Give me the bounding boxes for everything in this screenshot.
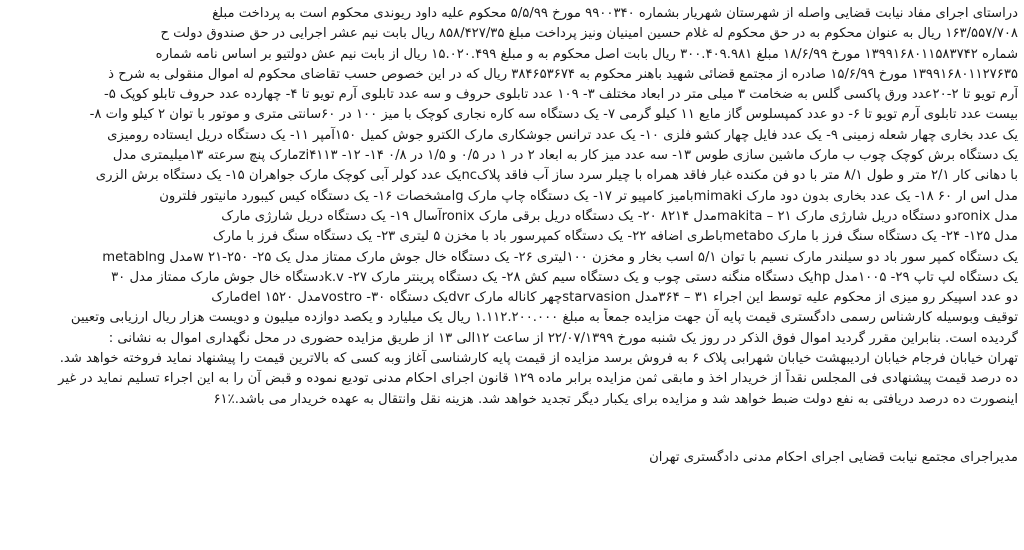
text-line: اینصورت ده درصد دریافتی به نفع دولت ضبط خواهد شد و مزایده برای یکبار دیگر تجدید خواهد شد. هزینه نقل وانتقال به عهده خریدار می باشد.٪۶۱ xyxy=(213,391,1018,407)
text-line: آرم تویو تا ۲-۲۰عدد ورق پاکسی گلس به ضخامت ۳ میلی متر در ابعاد مختلف ۳- ۱۰۹ عدد تابلوی حروف و سه عدد تابلوی آرم تویو تا ۴- چهارده عدد حروف تابلو کوپک ۵- xyxy=(103,87,1018,103)
text-line: شماره ۱۳۹۹۱۶۸۰۱۱۵۸۳۷۴۲ مورخ ۱۸/۶/۹۹ مبلغ ۳۰۰.۴۰۹.۹۸۱ ریال بابت اصل محکوم به و مبلغ ۱۵.۰۲۰.۴۹۹ ریال از بابت نیم عش دولتیو بر اساس نامه شماره xyxy=(155,46,1018,62)
text-line: دراستای اجرای مفاد نیابت قضایی واصله از شهرستان شهریار بشماره ۹۹۰۰۳۴۰ مورخ ۵/۵/۹۹ محکوم علیه داود ریوندی محکوم است به پرداخت مبلغ xyxy=(212,6,1018,21)
signature-line: مدیراجرای مجتمع نیابت قضایی اجرای احکام مدنی دادگستری تهران xyxy=(649,450,1018,466)
text-line: دو عدد اسپیکر رو میزی از محکوم علیه توسط این اجراء ۳۱ – ۳۶۴مدل starvasionچهر کاناله مارک dvrیک دستگاه ۳۰- vostroمدل ۱۵۲۰ delمارک xyxy=(211,290,1018,306)
text-line: گردیده است. بنابراین مقرر گردید اموال فوق الذکر در روز یک شنبه مورخ ۲۲/۰۷/۱۳۹۹ از ساعت ۱۲الی ۱۳ از طریق مزایده حضوری در محل نگهداری اموال به نشانی : xyxy=(108,330,1018,346)
spacer xyxy=(6,430,1018,448)
text-line: مدل ronixدو دستگاه دریل شارژی مارک ۲۱ – makitaمدل ۸۲۱۴ ۲۰- یک دستگاه دریل برقی مارک ronixآسال ۱۹- یک دستگاه دریل شارژی مارک xyxy=(221,208,1018,224)
text-line: مدل اس ار ۶۰ ۱۸- یک عدد بخاری بدون دود مارک mimakiبامیز کامپیو تر ۱۷- یک دستگاه چاپ مارک lgمشخصات ۱۶- یک دستگاه کیس کیبورد مانیتور فلترون xyxy=(159,188,1018,204)
notice-body xyxy=(6,4,1018,430)
text-line: یک عدد بخاری چهار شعله زمینی ۹- یک عدد فایل چهار کشو فلزی ۱۰- یک عدد ترانس جوشکاری مارک الکترو جوش کمیل ۱۵۰آمپر ۱۱- یک دستگاه دریل ایستاده رومیزی xyxy=(107,127,1018,143)
text-line: یک دستگاه لپ تاپ ۲۹- ۱۰۰۵مدل hpیک دستگاه منگنه دستی چوب و یک دستگاه سیم کش ۲۸- یک دستگاه پرینتر مارک ۲۷- k.vدستگاه خال جوش مارک ممتاز مدل ۳۰ xyxy=(111,269,1018,285)
text-line: یک دستگاه برش کوچک چوب ب مارک ماشین سازی طوس ۱۳- سه عدد میز کار به ابعاد ۲ در ۱ در ۰/۵ و ۱/۵ در ۰/۸ ۱۴- ۱۲- zi۴۱۱۳مارک پنچ سرعته ۱۳میلیمتری مدل xyxy=(112,148,1018,164)
text-line: یک دستگاه کمپر سور باد دو سیلندر مارک نسیم با توان ۵/۱ اسب بخار و مخزن ۱۰۰لیتری ۲۶- یک دستگاه خال جوش مارک ممتاز مدل یک ۲۵- ۲۵۰-۲۱ wمدل metablng xyxy=(102,249,1018,265)
text-line: با دهانی کار ۲/۱ متر و طول ۸/۱ متر با دو فن مکنده غبار فاقد همراه با چیلر سرد ساز آب فاقد پلاکncیک عدد کولر آبی کوچک مارک جواهران ۱۵- یک دستگاه برش الزری xyxy=(95,168,1018,184)
text-line: بیست عدد تابلوی آرم تویو تا ۶- دو عدد کمپسلوس گاز مایع ۱۱ کیلو گرمی ۷- یک دستگاه سه کاره نجاری کوچک با میز ۱۰۰ در ۶۰سانتی متری و موتور با توان ۲ کیلو وات ۸- xyxy=(89,107,1018,123)
text-line: ۱۶۳/۵۵۷/۷۰۸ ریال به عنوان محکوم به در حق محکوم له غلام حسین امینیان ونیز پرداخت مبلغ ۸۵۸/۴۲۷/۳۵ ریال بابت نیم عشر اجرایی در حق صندوق دولت ح xyxy=(160,26,1018,42)
text-line: مدل ۱۲۵- ۲۴- یک دستگاه سنگ فرز با مارک metaboباطری اضافه ۲۲- یک دستگاه کمپرسور باد با مخزن ۵ لیتری ۲۳- یک دستگاه سنگ فرز با مارک xyxy=(212,229,1018,245)
text-line: ۱۳۹۹۱۶۸۰۱۱۲۷۶۳۵ مورخ ۱۵/۶/۹۹ صادره از مجتمع قضائی شهید باهنر محکوم به ۳۸۴۶۵۳۶۷۴ ریال که در این خصوص حسب تقاضای محکوم له اموال منقولی به شرح ذ xyxy=(108,66,1018,82)
text-line xyxy=(6,410,1018,430)
text-line: ده درصد قیمت پیشنهادی فی المجلس نقداً از خریدار اخذ و مابقی ثمن مزایده برابر ماده ۱۲۹ قانون اجرای احکام مدنی تودیع نموده و قبض آن را به این اجراء تسلیم نماید در غیر xyxy=(58,371,1018,387)
text-line: تهران خیابان فرجام خیابان اردیبهشت خیابان شهرابی پلاک ۶ به فروش برسد مزایده از قیمت پایه کارشناسی آغاز وبه کسی که بالاترین قیمت را پیشنهاد نماید فروخته خواهد شد. xyxy=(59,351,1018,367)
text-line: توقیف وبوسیله کارشناس رسمی دادگستری قیمت پایه آن جهت مزایده جمعاً به مبلغ ۱.۱۱۲.۲۰۰.۰۰۰ ریال یک میلیارد و یکصد دوازده میلیون و دویست هزار ریال ارزیابی وتعیین xyxy=(70,310,1018,326)
